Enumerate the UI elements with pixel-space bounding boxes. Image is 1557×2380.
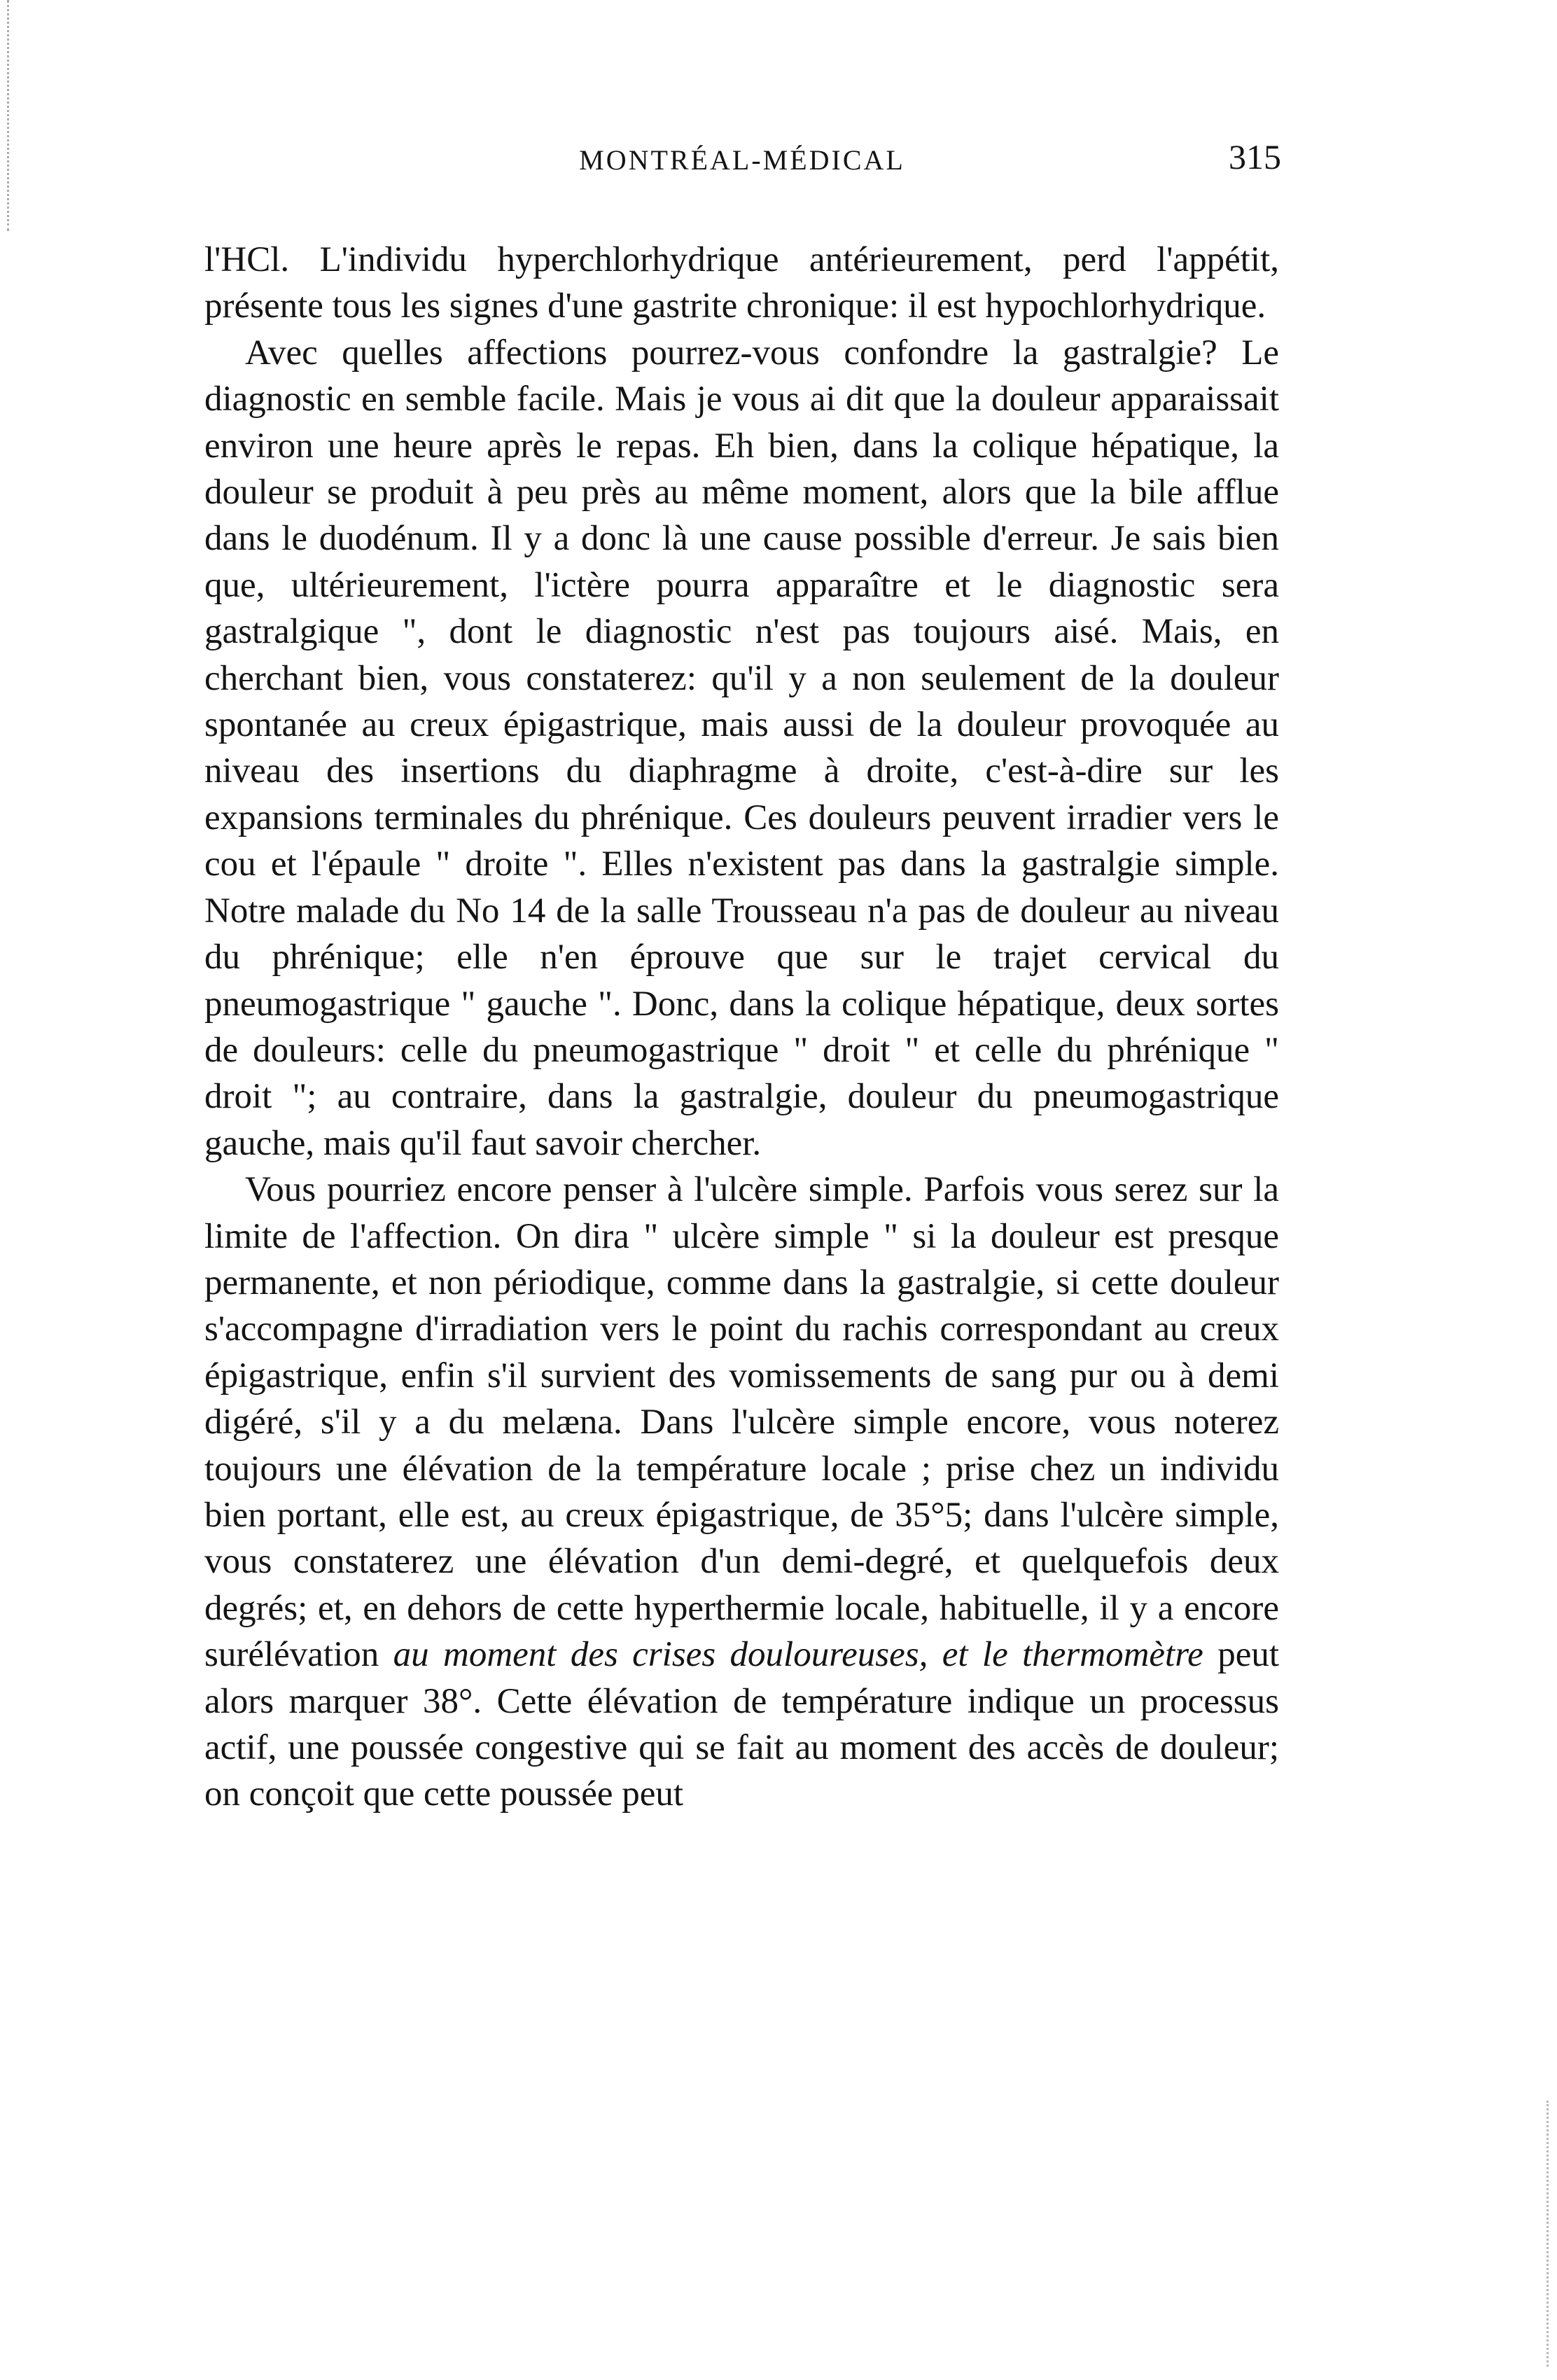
journal-title: MONTRÉAL-MÉDICAL <box>579 144 905 176</box>
page-body <box>204 237 1279 1818</box>
paragraph-ulcere-text-1: Vous pourriez encore penser à l'ulcère simple. Parfois vous serez sur la limite de l'affection. On dira " ulcère simple " si la douleur est presque permanente, et non périodique, comme dans la gastralgie, si cette douleur s'accompagne d'irradiation vers le point du rachis correspondant au creux épigastrique, enfin s'il survient des vomissements de sang pur ou à demi digéré, s'il y a du melæna. Dans l'ulcère simple encore, vous noterez toujours une élévation de la température locale ; prise chez un individu bien portant, elle est, au creux épigastrique, de 35°5; dans l'ulcère simple, vous constaterez une élévation d'un demi-degré, et quelquefois deux degrés; et, en dehors de cette hyperthermie locale, habituelle, il y a encore surélévation <box>204 1170 1279 1675</box>
paragraph-continuation: l'HCl. L'individu hyperchlorhydrique antérieurement, perd l'appétit, présente tous les signes d'une gastrite chronique: il est hypochlorhydrique. <box>204 240 1279 326</box>
scan-edge-marks <box>7 0 15 231</box>
paragraph-ulcere-italic: au moment des crises douloureuses, et le thermomètre <box>393 1635 1203 1675</box>
paragraph-ulcere-simple <box>204 1167 1279 1818</box>
running-head <box>203 137 1281 186</box>
paragraph-gastralgie-diagnostic: Avec quelles affections pourrez-vous confondre la gastralgie? Le diagnostic en semble facile. Mais je vous ai dit que la douleur apparaissait environ une heure après le repas. Eh bien, dans la colique hépatique, la douleur se produit à peu près au même moment, alors que la bile afflue dans le duodénum. Il y a donc là une cause possible d'erreur. Je sais bien que, ultérieurement, l'ictère pourra apparaître et le diagnostic sera gastralgique ", dont le diagnostic n'est pas toujours aisé. Mais, en cherchant bien, vous constaterez: qu'il y a non seulement de la douleur spontanée au creux épigastrique, mais aussi de la douleur provoquée au niveau des insertions du diaphragme à droite, c'est-à-dire sur les expansions terminales du phrénique. Ces douleurs peuvent irradier vers le cou et l'épaule " droite ". Elles n'existent pas dans la gastralgie simple. Notre malade du No 14 de la salle Trousseau n'a pas de douleur au niveau du phrénique; elle n'en éprouve que sur le trajet cervical du pneumogastrique " gauche ". Donc, dans la colique hépatique, deux sortes de douleurs: celle du pneumogastrique " droit " et celle du phrénique " droit "; au contraire, dans la gastralgie, douleur du pneumogastrique gauche, mais qu'il faut savoir chercher. <box>204 333 1279 1163</box>
paragraph-ulcere-text-2: peut alors marquer 38°. Cette élévation de température indique un processus actif, une poussée congestive qui se fait au moment des accès de douleur; on conçoit que cette poussée peut <box>204 1635 1279 1814</box>
scan-edge-marks-right <box>1541 2101 1549 2367</box>
page-number: 315 <box>1229 137 1281 176</box>
